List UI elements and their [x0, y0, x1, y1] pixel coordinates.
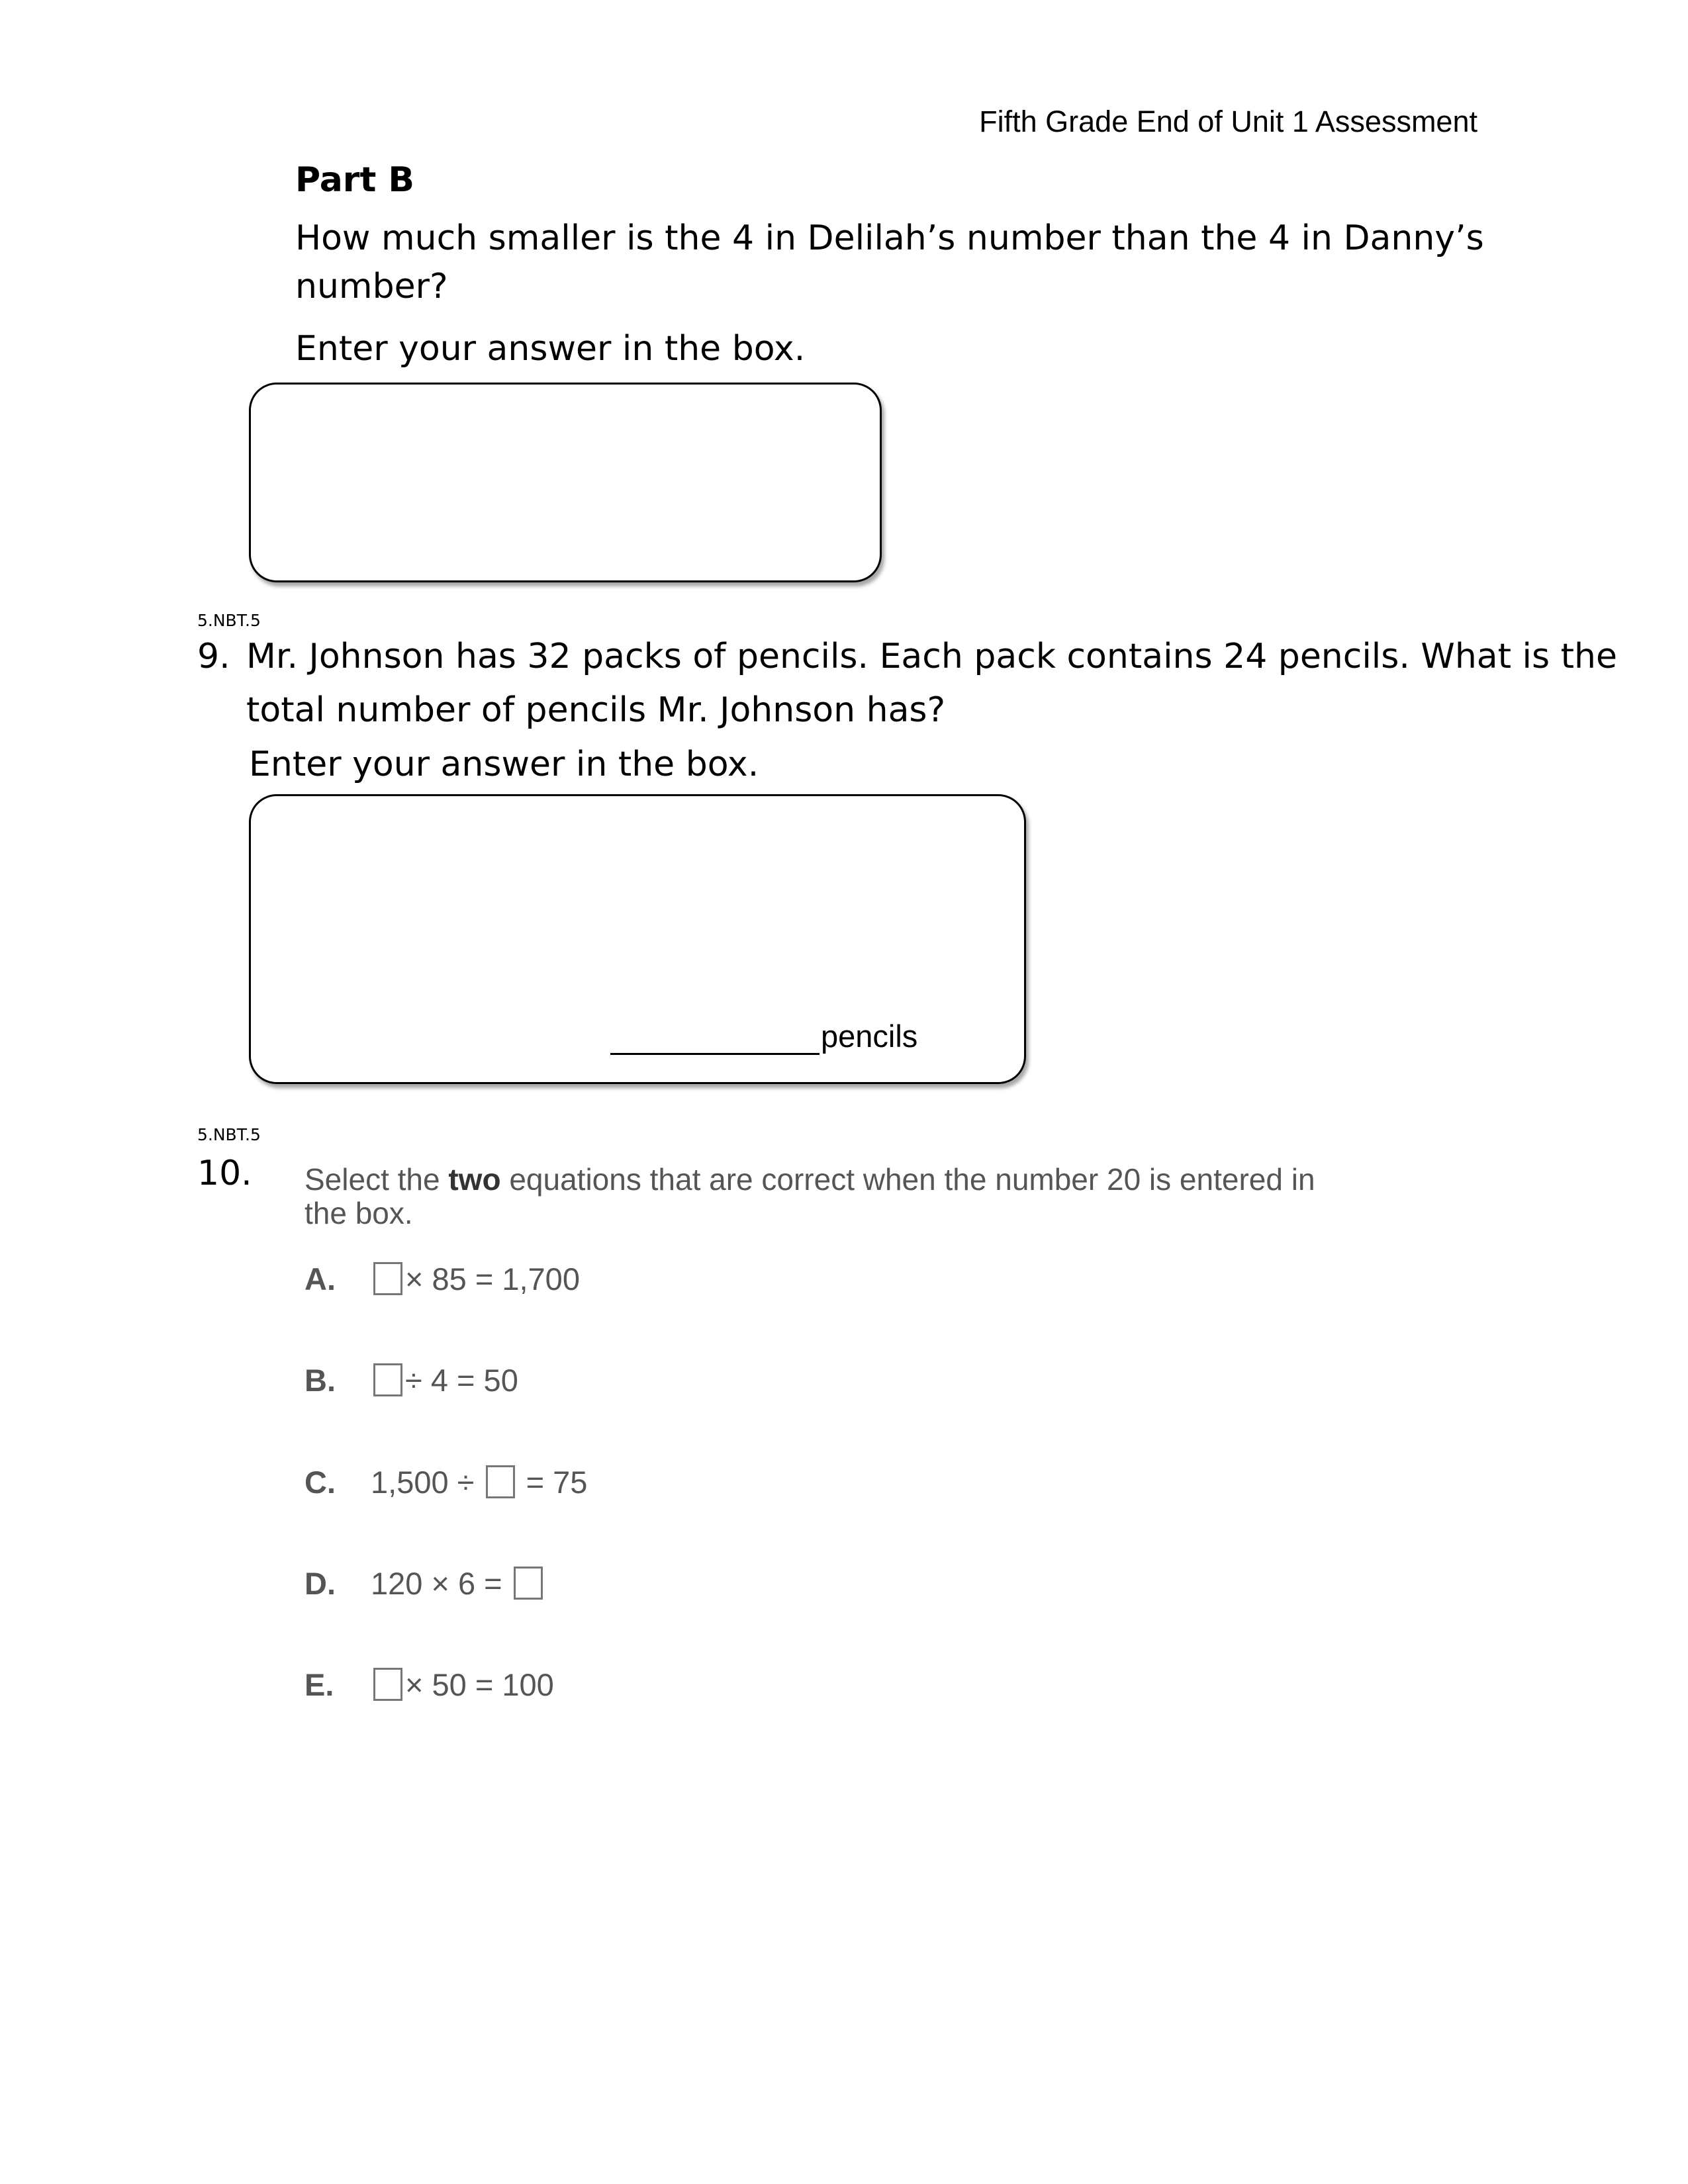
q9-unit-label: pencils: [821, 1019, 918, 1054]
option-letter: C.: [305, 1464, 336, 1500]
part-b-answer-box[interactable]: [249, 383, 882, 582]
part-b-instruction: Enter your answer in the box.: [295, 329, 806, 369]
q10-number: 10.: [197, 1154, 252, 1193]
option-letter: B.: [305, 1362, 336, 1398]
answer-square-icon: [373, 1262, 402, 1295]
answer-square-icon: [373, 1363, 402, 1396]
q9-answer-blank[interactable]: [610, 1053, 820, 1055]
option-expression-before: 120 × 6 =: [371, 1565, 511, 1601]
page-header: Fifth Grade End of Unit 1 Assessment: [979, 105, 1477, 138]
option-expression: × 50 = 100: [405, 1666, 554, 1702]
q9-instruction: Enter your answer in the box.: [249, 745, 759, 784]
answer-square-icon: [486, 1465, 515, 1498]
q10-option-c[interactable]: [305, 1462, 587, 1502]
answer-square-icon: [514, 1567, 543, 1600]
option-letter: A.: [305, 1261, 336, 1297]
part-b-question-line2: number?: [295, 267, 448, 306]
q10-option-a[interactable]: [305, 1259, 580, 1298]
q10-option-e[interactable]: [305, 1664, 554, 1704]
q10-standard: 5.NBT.5: [197, 1125, 261, 1144]
option-expression: ÷ 4 = 50: [405, 1362, 518, 1398]
q10-line1-post: equations that are correct when the number 20 is entered in: [500, 1162, 1315, 1197]
q10-option-d[interactable]: [305, 1563, 545, 1603]
option-letter: D.: [305, 1565, 336, 1601]
q9-question-line2: total number of pencils Mr. Johnson has?: [246, 690, 946, 730]
option-expression-before: 1,500 ÷: [371, 1464, 483, 1500]
q10-option-b[interactable]: [305, 1360, 518, 1400]
answer-square-icon: [373, 1668, 402, 1701]
q10-line1-bold: two: [448, 1162, 501, 1197]
q10-question-line1: [305, 1161, 1315, 1197]
option-expression-after: = 75: [517, 1464, 588, 1500]
q10-line1-pre: Select the: [305, 1162, 449, 1197]
part-b-question-line1: How much smaller is the 4 in Delilah’s number than the 4 in Danny’s: [295, 218, 1484, 258]
q9-number: 9.: [197, 637, 230, 676]
option-letter: E.: [305, 1666, 334, 1702]
option-expression: × 85 = 1,700: [405, 1261, 580, 1297]
q9-question-line1: Mr. Johnson has 32 packs of pencils. Each pack contains 24 pencils. What is the: [246, 637, 1617, 676]
q9-standard: 5.NBT.5: [197, 611, 261, 630]
part-b-title: Part B: [295, 160, 415, 200]
q10-question-line2: the box.: [305, 1196, 413, 1230]
